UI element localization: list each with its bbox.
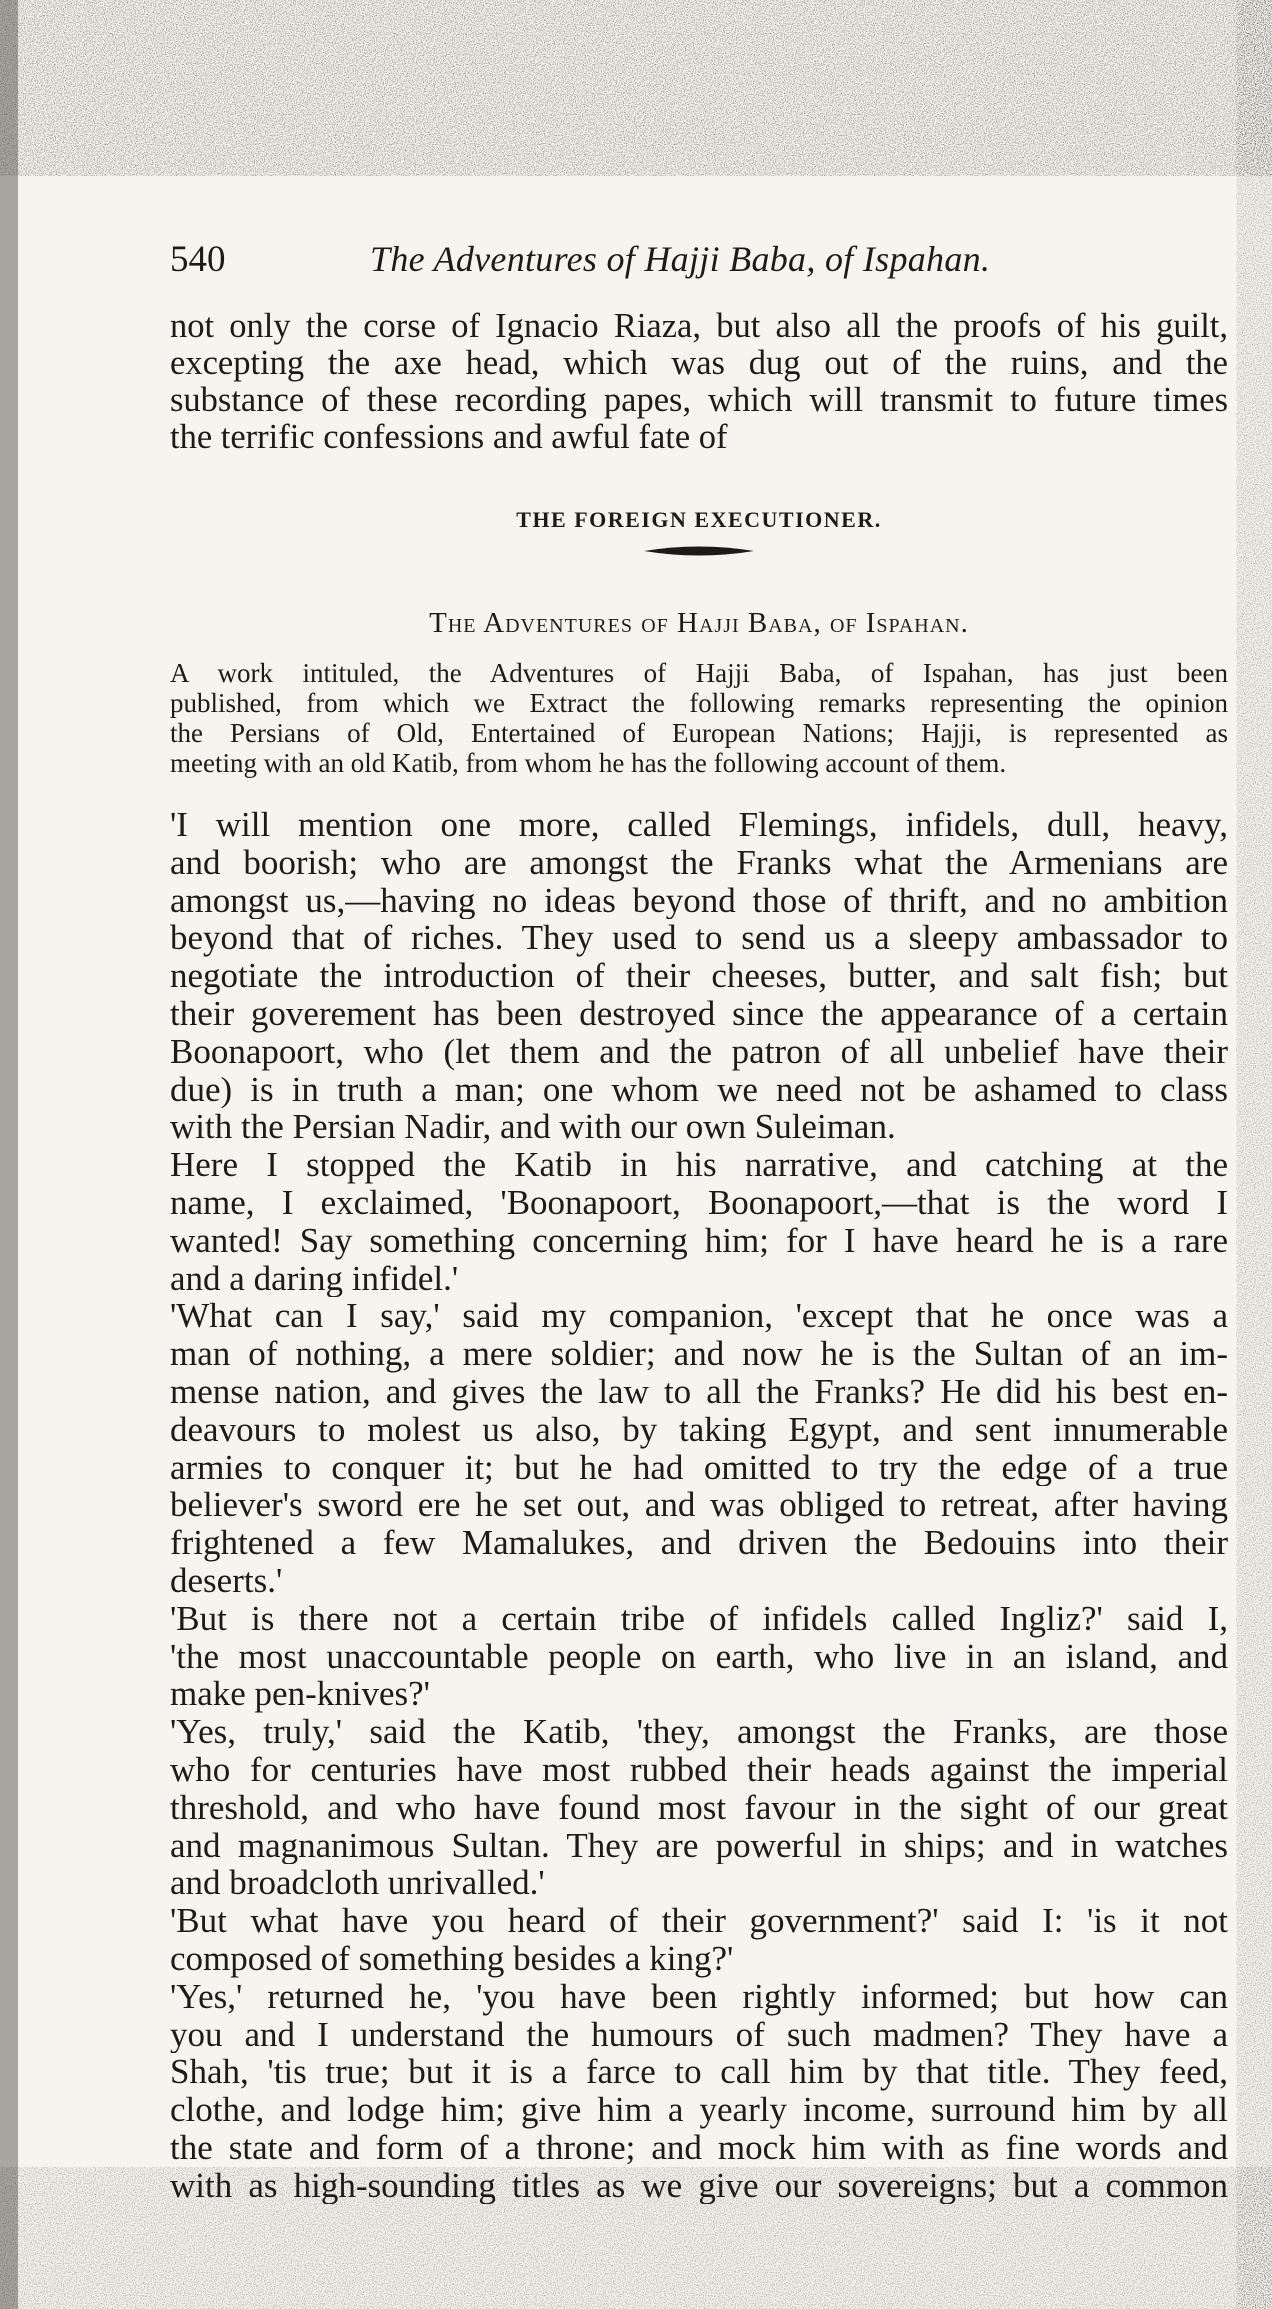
text-line: the state and form of a throne; and mock him with as fine words and: [170, 2128, 1228, 2167]
text-line: negotiate the introduction of their cheeses, butter, and salt fish; but: [170, 957, 1228, 995]
text-line: armies to conquer it; but he had omitted to try the edge of a true: [170, 1448, 1228, 1487]
text-line: Here I stopped the Katib in his narrative, and catching at the: [170, 1146, 1228, 1184]
text-line: composed of something besides a king?': [170, 1939, 734, 1978]
text-line: man of nothing, a mere soldier; and now he is the Sultan of an im-: [170, 1335, 1228, 1373]
text-line: 'What can I say,' said my companion, 'except that he once was a: [170, 1297, 1228, 1336]
text-line: meeting with an old Katib, from whom he has the following account of them.: [170, 748, 1007, 778]
text-line: deserts.': [170, 1561, 283, 1600]
text-line: 'Yes, truly,' said the Katib, 'they, amongst the Franks, are those: [170, 1713, 1228, 1751]
text-line: excepting the axe head, which was dug out of the ruins, and the: [170, 345, 1228, 382]
text-line: 'the most unaccountable people on earth, who live in an island, and: [170, 1637, 1228, 1676]
main-text: [170, 806, 1228, 2204]
text-line: with the Persian Nadir, and with our own Suleiman.: [170, 1108, 896, 1147]
text-line: who for centuries have most rubbed their heads against the imperial: [170, 1750, 1228, 1789]
text-line: their goverement has been destroyed since the appearance of a certain: [170, 994, 1228, 1033]
text-line: the Persians of Old, Entertained of European Nations; Hajji, is represented as: [170, 718, 1228, 748]
text-line: 'But is there not a certain tribe of infidels called Ingliz?' said I,: [170, 1599, 1228, 1638]
article-title: The Adventures of Hajji Baba, of Ispahan.: [429, 607, 969, 639]
text-line: make pen-knives?': [170, 1675, 430, 1714]
text-line: beyond that of riches. They used to send us a sleepy ambassador to: [170, 919, 1228, 958]
text-line: threshold, and who have found most favour in the sight of our great: [170, 1788, 1228, 1827]
text-line: clothe, and lodge him; give him a yearly income, surround him by all: [170, 2091, 1228, 2129]
text-line: deavours to molest us also, by taking Egypt, and sent innumerable: [170, 1410, 1228, 1449]
text-line: A work intituled, the Adventures of Hajji Baba, of Ispahan, has just been: [170, 658, 1228, 688]
text-line: published, from which we Extract the following remarks representing the opinion: [170, 688, 1228, 718]
running-title: The Adventures of Hajji Baba, of Ispahan.: [370, 239, 991, 279]
text-line: wanted! Say something concerning him; for I have heard he is a rare: [170, 1221, 1228, 1260]
text-line: with as high-sounding titles as we give our sovereigns; but a common: [170, 2166, 1228, 2205]
text-line: believer's sword ere he set out, and was obliged to retreat, after having: [170, 1486, 1228, 1525]
text-line: the terrific confessions and awful fate of: [170, 419, 728, 456]
text-line: 'I will mention one more, called Flemings, infidels, dull, heavy,: [170, 806, 1228, 844]
text-line: amongst us,—having no ideas beyond those of thrift, and no ambition: [170, 881, 1228, 920]
page-number: 540: [170, 239, 226, 280]
ornamental-rule: [644, 544, 754, 558]
text-line: mense nation, and gives the law to all the Franks? He did his best en-: [170, 1372, 1228, 1411]
text-line: and a daring infidel.': [170, 1259, 459, 1298]
text-line: not only the corse of Ignacio Riaza, but also all the proofs of his guilt,: [170, 308, 1228, 345]
text-line: substance of these recording papes, which will transmit to future times: [170, 382, 1228, 419]
text-line: and boorish; who are amongst the Franks what the Armenians are: [170, 843, 1228, 882]
text-line: and broadcloth unrivalled.': [170, 1864, 545, 1903]
text-line: name, I exclaimed, 'Boonapoort, Boonapoort,—that is the word I: [170, 1183, 1228, 1222]
text-line: due) is in truth a man; one whom we need not be ashamed to class: [170, 1070, 1228, 1109]
section-title: THE FOREIGN EXECUTIONER.: [516, 507, 882, 532]
page-header: [170, 238, 1228, 308]
text-line: Boonapoort, who (let them and the patron of all unbelief have their: [170, 1032, 1228, 1071]
text-line: frightened a few Mamalukes, and driven the Bedouins into their: [170, 1524, 1228, 1562]
text-line: 'But what have you heard of their government?' said I: 'is it not: [170, 1902, 1228, 1940]
text-line: Shah, 'tis true; but it is a farce to call him by that title. They feed,: [170, 2053, 1228, 2092]
intro-paragraph: [170, 658, 1228, 778]
opening-paragraph: [170, 308, 1228, 456]
text-line: and magnanimous Sultan. They are powerful in ships; and in watches: [170, 1826, 1228, 1865]
text-line: 'Yes,' returned he, 'you have been rightly informed; but how can: [170, 1977, 1228, 2016]
page-content: [170, 238, 1228, 2204]
text-line: you and I understand the humours of such madmen? They have a: [170, 2015, 1228, 2054]
